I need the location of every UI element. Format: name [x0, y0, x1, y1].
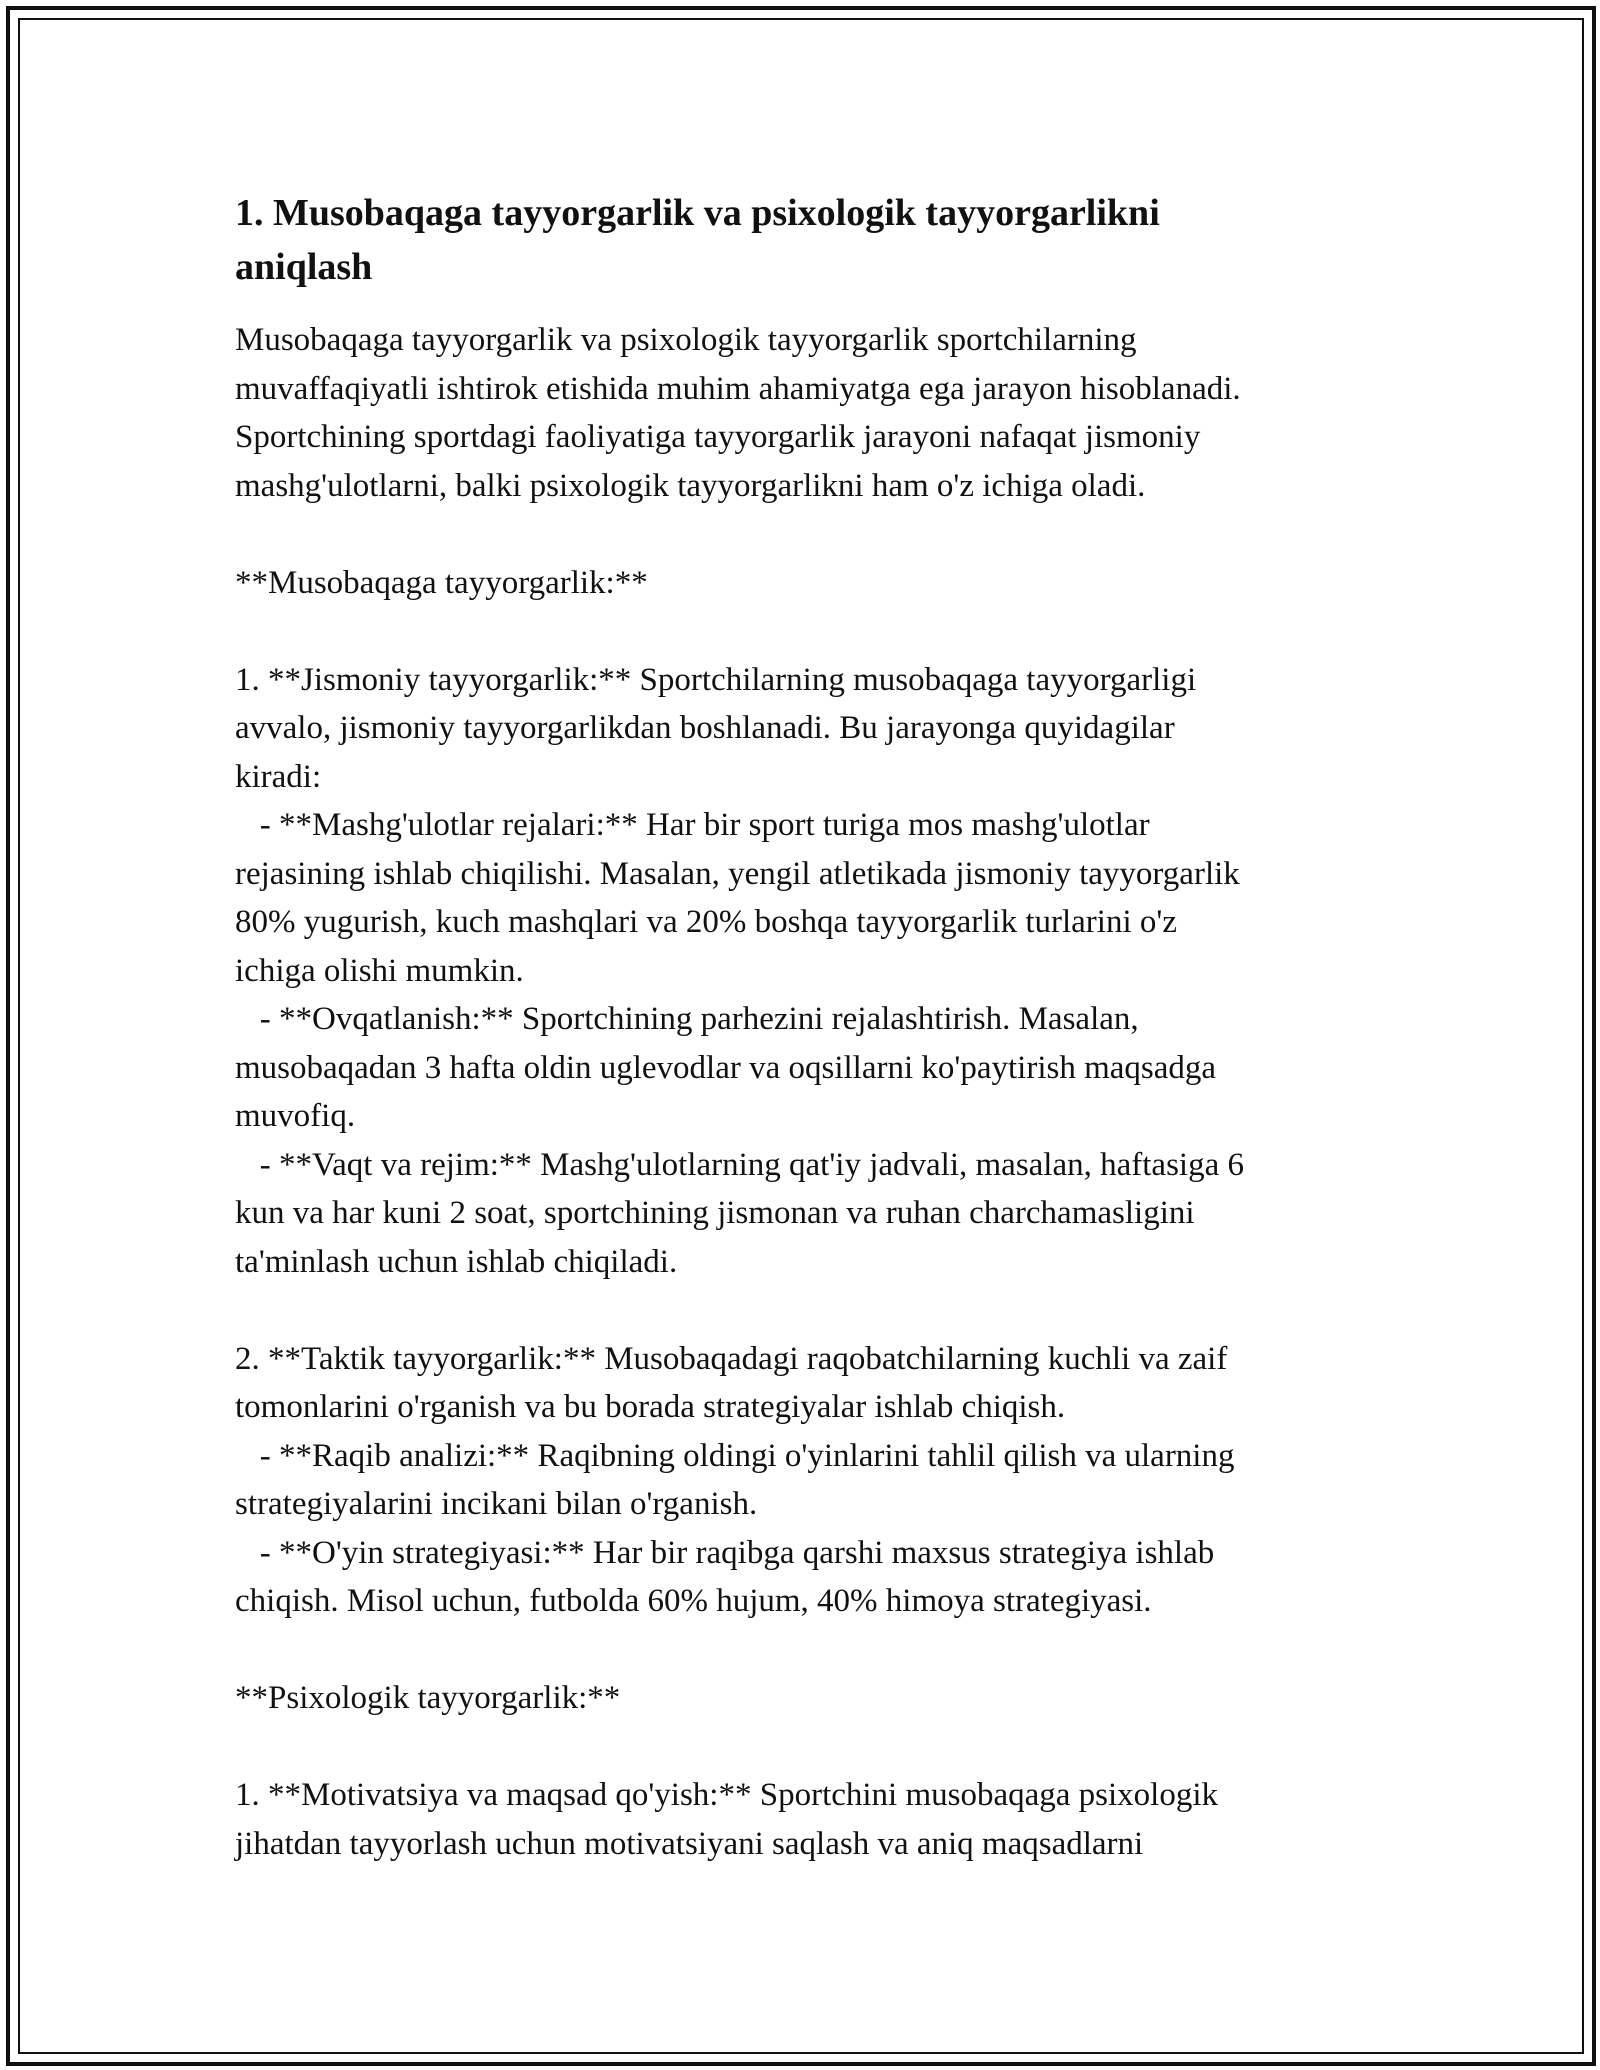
text-line: 80% yugurish, kuch mashqlari va 20% boshqa tayyorgarlik turlarini o'z: [235, 904, 1177, 940]
page-title: [235, 186, 1375, 294]
text-line: muvaffaqiyatli ishtirok etishida muhim ahamiyatga ega jarayon hisoblanadi.: [235, 370, 1241, 407]
text-line: muvofiq.: [235, 1098, 356, 1134]
text-line: - **O'yin strategiyasi:** Har bir raqibga qarshi maxsus strategiya ishlab: [235, 1534, 1215, 1571]
text-line: strategiyalarini incikani bilan o'rganish.: [235, 1486, 758, 1522]
text-line: musobaqadan 3 hafta oldin uglevodlar va oqsillarni ko'paytirish maqsadga: [235, 1049, 1217, 1086]
blank-line: [235, 510, 1375, 559]
text-line: 1. **Jismoniy tayyorgarlik:** Sportchilarning musobaqaga tayyorgarligi: [235, 661, 1197, 698]
page-title-line: aniqlash: [235, 246, 373, 288]
text-line: Musobaqaga tayyorgarlik va psixologik tayyorgarlik sportchilarning: [235, 322, 1137, 358]
text-line: 2. **Taktik tayyorgarlik:** Musobaqadagi raqobatchilarning kuchli va zaif: [235, 1340, 1228, 1377]
text-line: 1. **Motivatsiya va maqsad qo'yish:** Sportchini musobaqaga psixologik: [235, 1777, 1219, 1813]
page-title-line: 1. Musobaqaga tayyorgarlik va psixologik tayyorgarlikni: [235, 192, 1160, 234]
text-line: - **Raqib analizi:** Raqibning oldingi o'yinlarini tahlil qilish va ularning: [235, 1437, 1235, 1474]
text-line: - **Mashg'ulotlar rejalari:** Har bir sport turiga mos mashg'ulotlar: [235, 807, 1150, 843]
text-line: mashg'ulotlarni, balki psixologik tayyorgarlikni ham o'z ichiga oladi.: [235, 467, 1146, 504]
text-line: chiqish. Misol uchun, futbolda 60% hujum, 40% himoya strategiyasi.: [235, 1583, 1152, 1619]
text-line: - **Ovqatlanish:** Sportchining parhezini rejalashtirish. Masalan,: [235, 1001, 1139, 1037]
text-line: kun va har kuni 2 soat, sportchining jismonan va ruhan charchamasligini: [235, 1195, 1195, 1231]
text-line: jihatdan tayyorlash uchun motivatsiyani saqlash va aniq maqsadlarni: [235, 1825, 1144, 1862]
text-line: rejasining ishlab chiqilishi. Masalan, yengil atletikada jismoniy tayyorgarlik: [235, 855, 1240, 892]
text-line: avvalo, jismoniy tayyorgarlikdan boshlanadi. Bu jarayonga quyidagilar: [235, 710, 1175, 746]
blank-line: [235, 607, 1375, 656]
text-line: kiradi:: [235, 758, 322, 795]
section-heading: **Musobaqaga tayyorgarlik:**: [235, 564, 648, 601]
body-text: [235, 316, 1375, 1868]
text-line: ta'minlash uchun ishlab chiqiladi.: [235, 1243, 678, 1280]
blank-line: [235, 1723, 1375, 1772]
blank-line: [235, 1286, 1375, 1335]
section-heading: **Psixologik tayyorgarlik:**: [235, 1680, 621, 1716]
blank-line: [235, 1626, 1375, 1675]
text-line: ichiga olishi mumkin.: [235, 952, 524, 989]
text-line: - **Vaqt va rejim:** Mashg'ulotlarning qat'iy jadvali, masalan, haftasiga 6: [235, 1146, 1244, 1183]
document-body: [235, 186, 1375, 1868]
text-line: tomonlarini o'rganish va bu borada strategiyalar ishlab chiqish.: [235, 1389, 1066, 1425]
text-line: Sportchining sportdagi faoliyatiga tayyorgarlik jarayoni nafaqat jismoniy: [235, 419, 1201, 455]
